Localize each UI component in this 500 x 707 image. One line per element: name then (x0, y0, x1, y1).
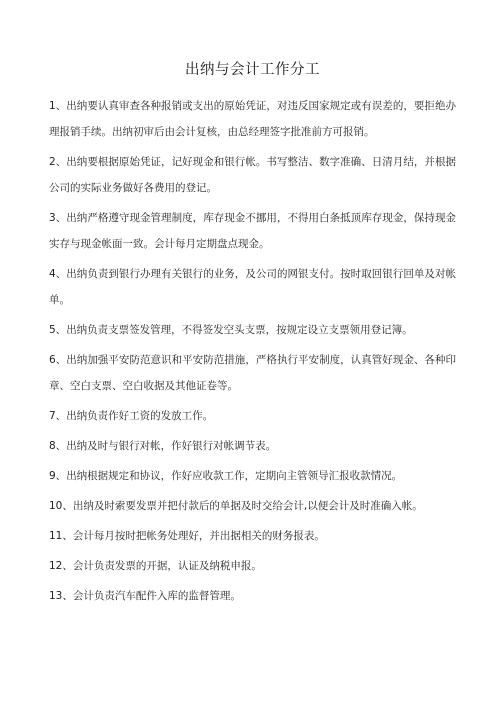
clause-text: 出纳及时与银行对帐，作好银行对帐调节表。 (66, 440, 277, 452)
clause-item (49, 205, 456, 257)
clause-item (49, 347, 456, 399)
clause-item (49, 493, 456, 519)
clause-list (49, 93, 456, 609)
clause-number: 10、 (49, 500, 73, 512)
clause-text: 出纳根据规定和协议，作好应收款工作，定期向主管领导汇报收款情况。 (66, 470, 403, 482)
clause-text: 出纳及时索要发票并把付款后的单据及时交给会计,以便会计及时准确入帐。 (72, 500, 423, 512)
clause-number: 3、 (49, 212, 67, 224)
clause-number: 11、 (49, 530, 73, 542)
clause-text: 出纳要认真审查各种报销或支出的原始凭证，对违反国家规定或有误差的，要拒绝办理报销手续。出纳初审后由会计复核，由总经理签字批准前方可报销。 (49, 100, 456, 138)
clause-item (49, 553, 456, 579)
clause-item (49, 93, 456, 145)
clause-text: 出纳要根据原始凭证，记好现金和银行帐。书写整洁、数字准确、日清月结，并根据公司的实际业务做好各费用的登记。 (49, 156, 456, 194)
clause-text: 会计每月按时把帐务处理好，并出据相关的财务报表。 (72, 530, 325, 542)
clause-item (49, 149, 456, 201)
clause-item (49, 463, 456, 489)
clause-item (49, 403, 456, 429)
clause-text: 会计负责汽车配件入库的监督管理。 (72, 590, 241, 602)
clause-number: 4、 (49, 268, 67, 280)
clause-number: 9、 (49, 470, 67, 482)
clause-number: 7、 (49, 410, 67, 422)
clause-text: 出纳严格遵守现金管理制度，库存现金不挪用，不得用白条抵顶库存现金，保持现金实存与现金帐面一致。会计每月定期盘点现金。 (49, 212, 456, 250)
clause-text: 出纳负责作好工资的发放工作。 (66, 410, 214, 422)
clause-item (49, 523, 456, 549)
clause-text: 出纳负责支票签发管理，不得签发空头支票，按规定设立支票领用登记簿。 (66, 324, 413, 336)
clause-text: 出纳负责到银行办理有关银行的业务，及公司的网银支付。按时取回银行回单及对帐单。 (49, 268, 456, 306)
clause-item (49, 317, 456, 343)
clause-number: 12、 (49, 560, 73, 572)
clause-number: 5、 (49, 324, 67, 336)
clause-text: 出纳加强平安防范意识和平安防范措施，严格执行平安制度，认真管好现金、各种印章、空白支票、空白收据及其他证卷等。 (49, 354, 456, 392)
clause-number: 2、 (49, 156, 67, 168)
clause-item (49, 583, 456, 609)
clause-item (49, 261, 456, 313)
clause-number: 6、 (49, 354, 67, 366)
clause-text: 会计负责发票的开据，认证及纳税申报。 (72, 560, 262, 572)
clause-number: 1、 (49, 100, 67, 112)
clause-number: 13、 (49, 590, 73, 602)
page-title: 出纳与会计工作分工 (185, 62, 320, 78)
clause-item (49, 433, 456, 459)
clause-number: 8、 (49, 440, 67, 452)
